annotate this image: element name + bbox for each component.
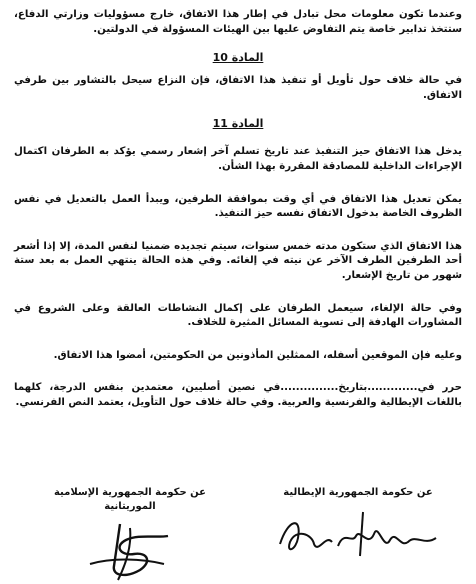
mauritanian-signature-mark — [60, 518, 200, 584]
article-11-heading: المادة 11 — [212, 117, 264, 131]
article-11-paragraph-2: يمكن تعديل هذا الاتفاق في أي وقت بموافقة الطرفين، ويبدأ العمل بالتعديل في نفس الظروف الخاصة بدخول الاتفاق نفسه حيز التنفيذ. — [14, 193, 462, 220]
closing-paragraph: حرر في.............بتاريخ...............في نصين أصليين، معتمدين بنفس الدرجة، كلهما باللغات الإيطالية والفرنسية والعربية. وفي حالة خلاف حول التأويل، يعتمد النص الفرنسي. — [14, 382, 462, 408]
article-10-text: في حالة خلاف حول تأويل أو تنفيذ هذا الاتفاق، فإن النزاع سيحل بالتشاور بين طرفي الاتفاق. — [14, 75, 462, 101]
article-11-paragraph-4: وفي حالة الإلغاء، سيعمل الطرفان على إكمال النشاطات العالقة وعلى الشروع في المشاورات الهادفة إلى تسوية المسائل المثيرة للخلاف. — [14, 302, 462, 329]
italian-signature-mark — [268, 504, 448, 564]
italian-signature — [258, 486, 458, 584]
mauritanian-government-label: عن حكومة الجمهورية الإسلامية الموريتانية — [53, 487, 206, 512]
article-10-heading: المادة 10 — [212, 51, 264, 65]
intro-paragraph: وعندما تكون معلومات محل تبادل في إطار هذا الاتفاق، خارج مسؤوليات وزارتي الدفاع، ستتخذ تدابير خاصة يتم التفاوض عليها بين الهيئات المسؤولة في الدولتين. — [14, 9, 462, 35]
italian-government-label: عن حكومة الجمهورية الإيطالية — [283, 487, 433, 498]
article-11-paragraph-1: يدخل هذا الاتفاق حيز التنفيذ عند تاريخ تسلم آخر إشعار رسمي يؤكد به الطرفان اكتمال الإجراءات الداخلية للمصادقة المقررة بهذا الشأن. — [14, 146, 462, 172]
mauritanian-signature — [30, 486, 230, 584]
signature-block — [30, 486, 458, 584]
article-11-paragraph-3: هذا الاتفاق الذي ستكون مدته خمس سنوات، سيتم تجديده ضمنيا لنفس المدة، إلا إذا أشعر أحد الطرفين الطرف الآخر عن نيته في إلغائه. وفي هذه الحالة ينتهي العمل به بعد ستة شهور من تاريخ الإشعار. — [14, 240, 462, 281]
article-11-paragraph-5: وعليه فإن الموقعين أسفله، الممثلين المأذونين من الحكومتين، أمضوا هذا الاتفاق. — [53, 349, 462, 361]
